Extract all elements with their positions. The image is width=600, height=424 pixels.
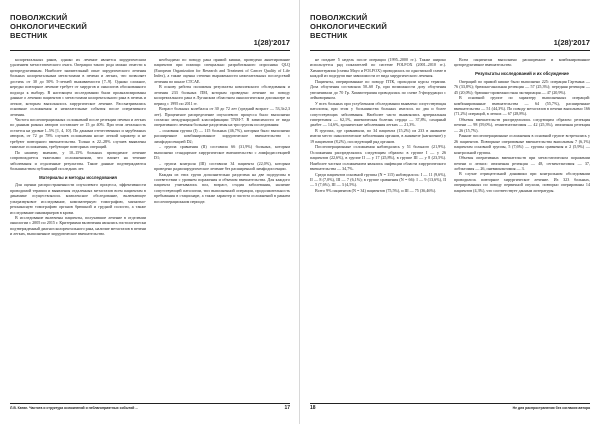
issue-number: 1(28)'2017 [553,38,590,47]
paragraph: По нашему мнению, у 10–15% больных проводимое лечение сопровождается тяжелыми осложнениями, что влияет на течение заболевания и отдаленные результаты. Такие данные подтверждаются большинством публикаций последних лет. [10,149,146,172]
paragraph: Пациенты, оперированные по поводу ПТК, проходили курсы терапии. Доза облучения составляла 50–60 Гр, при возможности дозу облучения увеличивали до 70 Гр. Химиотерапия проводилась по схеме 5-фторурацил с лейковорином. [310,78,446,101]
section-heading: Результаты исследований и их обсуждение [475,70,569,76]
section-heading: Материалы и методы исследования [39,174,117,180]
footer-rule [10,403,290,404]
paragraph: В основу работы положены результаты комплексного обследования и лечения 233 больных ПМ, которым проведено лечение по поводу колоректального рака в Луганском областном онкологическом диспансере за период с 1995 по 2011 гг. [154,84,290,106]
paragraph: В исследование включены пациенты, получавшие лечение в отделении онкологии с 2005 по 2015 г. Критериями включения являлись гистологически подтвержденный диагноз колоректального рака, наличие метастазов в печени и легких, выполненное хирургическое вмешательство. [10,215,146,237]
text-column-right [154,57,290,398]
paragraph: В основной группе по характеру выполненных операций: комбинированные вмешательства — 64 (55,7%), расширенные вмешательства — 51 (44,3%). По поводу метастазов в печени выполнено 166 (71,2%) операций, в легких — 67 (28,8%). [454,95,590,117]
footer-rule [310,403,590,404]
text-columns [310,57,590,398]
paragraph: Операций по прямой кишке было выполнено 225: операция Гартмана — 76 (33,8%); брюшно-анальная резекция — 57 (25,3%); передняя резекция — 45 (20,0%); брюшно-промежностная экстирпация — 47 (20,9%). [454,78,590,95]
paragraph: – основная группа (I) — 115 больных (46,7%), которым было выполнено расширенное комбинированное хирургическое вмешательство с лимфодиссекцией D2; [154,127,290,144]
footer-citation: Л.В. Катан. Частота и структура осложнений и неблагоприятных событий ... [10,406,139,410]
journal-title: ПОВОЛЖСКИЙ ОНКОЛОГИЧЕСКИЙ ВЕСТНИК [310,13,387,40]
paragraph: Всем пациентам выполнено расширенное и комбинированное циторедуктивное вмешательство. [454,57,590,68]
journal-title: ПОВОЛЖСКИЙ ОНКОЛОГИЧЕСКИЙ ВЕСТНИК [10,13,87,40]
page-footer [310,403,590,413]
paragraph: не позднее 5 недель после операции (1995–2000 гг.). Также широко используется ряд показателей по системе FOLFOX (2001–2010 гг.). Химиотерапия (схемы Mayo и FOLFOX) проводилась по однотипной схеме в каждой из подгрупп вне зависимости от вида хирургического лечения. [310,57,446,79]
header-rule [10,50,290,51]
paragraph: Всего 9% пациентов (N = 34) пациентов (75,5%), и III — 75 (36,46%). [315,187,437,193]
paragraph: У всех больных при углубленном обследовании выявлено сопутствующая патология, при этом у большинства больных имелось по два и более сопутствующих заболевания. Наиболее часто выявлялись артериальная гипертензия — 62,1%, ишемическая болезнь сердца — 37,8%, сахарный диабет — 14,6%, хронические заболевания легких — 21,3%. [310,100,446,128]
paragraph: В случае отрицательной динамики при контрольном обследовании проводилось повторное хирургическое лечение. Из 323 больных, оперированных по поводу первичной опухоли, повторно оперированы 14 пациентов (4,3%), что соответствует данным литературы. [454,171,590,193]
running-header [310,13,590,51]
paragraph: Частота послеоперационных осложнений после резекции печени и легких по данным разных авторов составляет от 15 до 40%. При этом летальность остается на уровне 1–5% [1, 4, 10]. По данным отечественных и зарубежных авторов, от 72 до 78% случаев осложнения носят легкий характер и не требуют повторного вмешательства. Только в 22–28% случаев выявлены тяжелые осложнения, требующие повторных операций. [10,116,146,150]
text-column-right [454,57,590,398]
paragraph: Объемы вмешательств распределились следующим образом: резекция печени — 98 (59,0%), гемигепатэктомия — 42 (25,3%), атипичная резекция — 26 (15,7%). [454,116,590,133]
paragraph: Ранние послеоперационные осложнения в основной группе встречались у 26 пациентов. Повторные оперативные вмешательства выполнены 7 (6,1%) пациентам основной группы, 5 (7,6%) — группы сравнения и 2 (5,9%) — контрольной группы. [454,133,590,155]
paragraph: Возраст больных колебался от 30 до 72 лет (средний возраст — 53,3±2,3 лет). Процентное распределение опухолевого процесса было выполнено согласно международной классификации TNM-7. В зависимости от вида оперативного лечения больные разделены на три группы исследования: [154,106,290,128]
paragraph: Послеоперационные осложнения наблюдались у 51 больного (21,9%). Осложнения распределялись следующим образом: в группе I — у 26 пациентов (22,6%), в группе II — у 17 (25,8%), в группе III — у 8 (23,5%). Наиболее частым осложнением являлись инфекции области хирургического вмешательства — 34,7%. [310,144,446,172]
paragraph: – группа сравнения (II) составила 66 (31,9%) больных, которым выполнено стандартное хирургическое вмешательство с лимфодиссекцией D1; [154,144,290,161]
paragraph: Объемы оперативных вмешательств при метастатическом поражении печени и легких: атипичная резекция — 48, сегментэктомия — 37, лобэктомия — 26, пневмонэктомия — 3. [454,155,590,171]
header-rule [310,50,590,51]
footer-citation: Не для распространения без согласия автора [512,406,590,410]
text-columns [10,57,290,398]
paragraph: – группа контроля (III) составили 34 пациента (22,0%), которым проведено радиохирургическое лечение без расширенной лимфодиссекции. [154,160,290,172]
page-number: 17 [284,405,290,411]
text-column-left [310,57,446,398]
running-header [10,13,290,51]
paragraph: В группах, где сравнивали, по 34 пациента (15,2%) из 233 в анамнезе имели место онкологические заболевания органов, в анамнезе (нагноение) у 19 пациентов (8,2%), последующий ряд органов. [310,127,446,144]
page-number: 18 [310,405,316,411]
text-column-left [10,57,146,398]
paragraph: колоректальных раков, однако их лечение является хирургическим удалением метастатического очага. Операции такого рода можно отнести к циторедуктивным. Наиболее значительный опыт хирургического лечения больных колоректальным метастазами в печени и легких, что позволяет достичь от 30 до 50% 5-летней выживаемости [7–9]. Однако сложное, нередко повторное лечение требует от хирургов и онкологов обоснованного подхода к выбору. В настоящем исследовании были проанализированы данные о лечении пациентов с метастазами колоректального рака в печень и легкие, которым выполнялось хирургическое лечение. Рассматривались основные осложнения и нежелательные события после оперативного лечения. [10,57,146,117]
paragraph: Каждая из этих групп дополнительно разделена на две подгруппы в соответствии с уровнем поражения и объемом вмешательства. Для каждого пациента учитывались пол, возраст, стадия заболевания, наличие сопутствующей патологии, тип выполненной операции, продолжительность пребывания в стационаре, а также характер и частота осложнений в раннем послеоперационном периоде. [154,171,290,204]
paragraph: Для оценки распространенности опухолевого процесса, эффективности проводимой терапии и выявления отдаленных метастазов всем пациентам в динамике осуществлялось комплексное обследование, включающее ультразвуковое исследование, компьютерную томографию, магнитно-резонансную томографию органов брюшной и грудной полости, а также исследование онкомаркеров в крови. [10,182,146,215]
paragraph: Среди пациентов основной группы (N = 115) наблюдалось: I — 11 (9,6%), II — 8 (7,0%), III — 7 (6,1%); в группе сравнения (N = 66): I — 9 (13,6%), II — 5 (7,6%), III — 3 (4,5%). [310,171,446,188]
page-footer [10,403,290,413]
right-page [300,0,600,424]
issue-number: 1(28)'2017 [253,38,290,47]
paragraph: необходимо по поводу рака прямой кишки, проведено анкетирование пациентов при помощи специально разработанного опросника QLQ (European Organization for Research and Treatment of Cancer Quality of Life Index), а также оценка степени выраженности нежелательных последствий лечения по шкале CTCAE. [154,57,290,84]
